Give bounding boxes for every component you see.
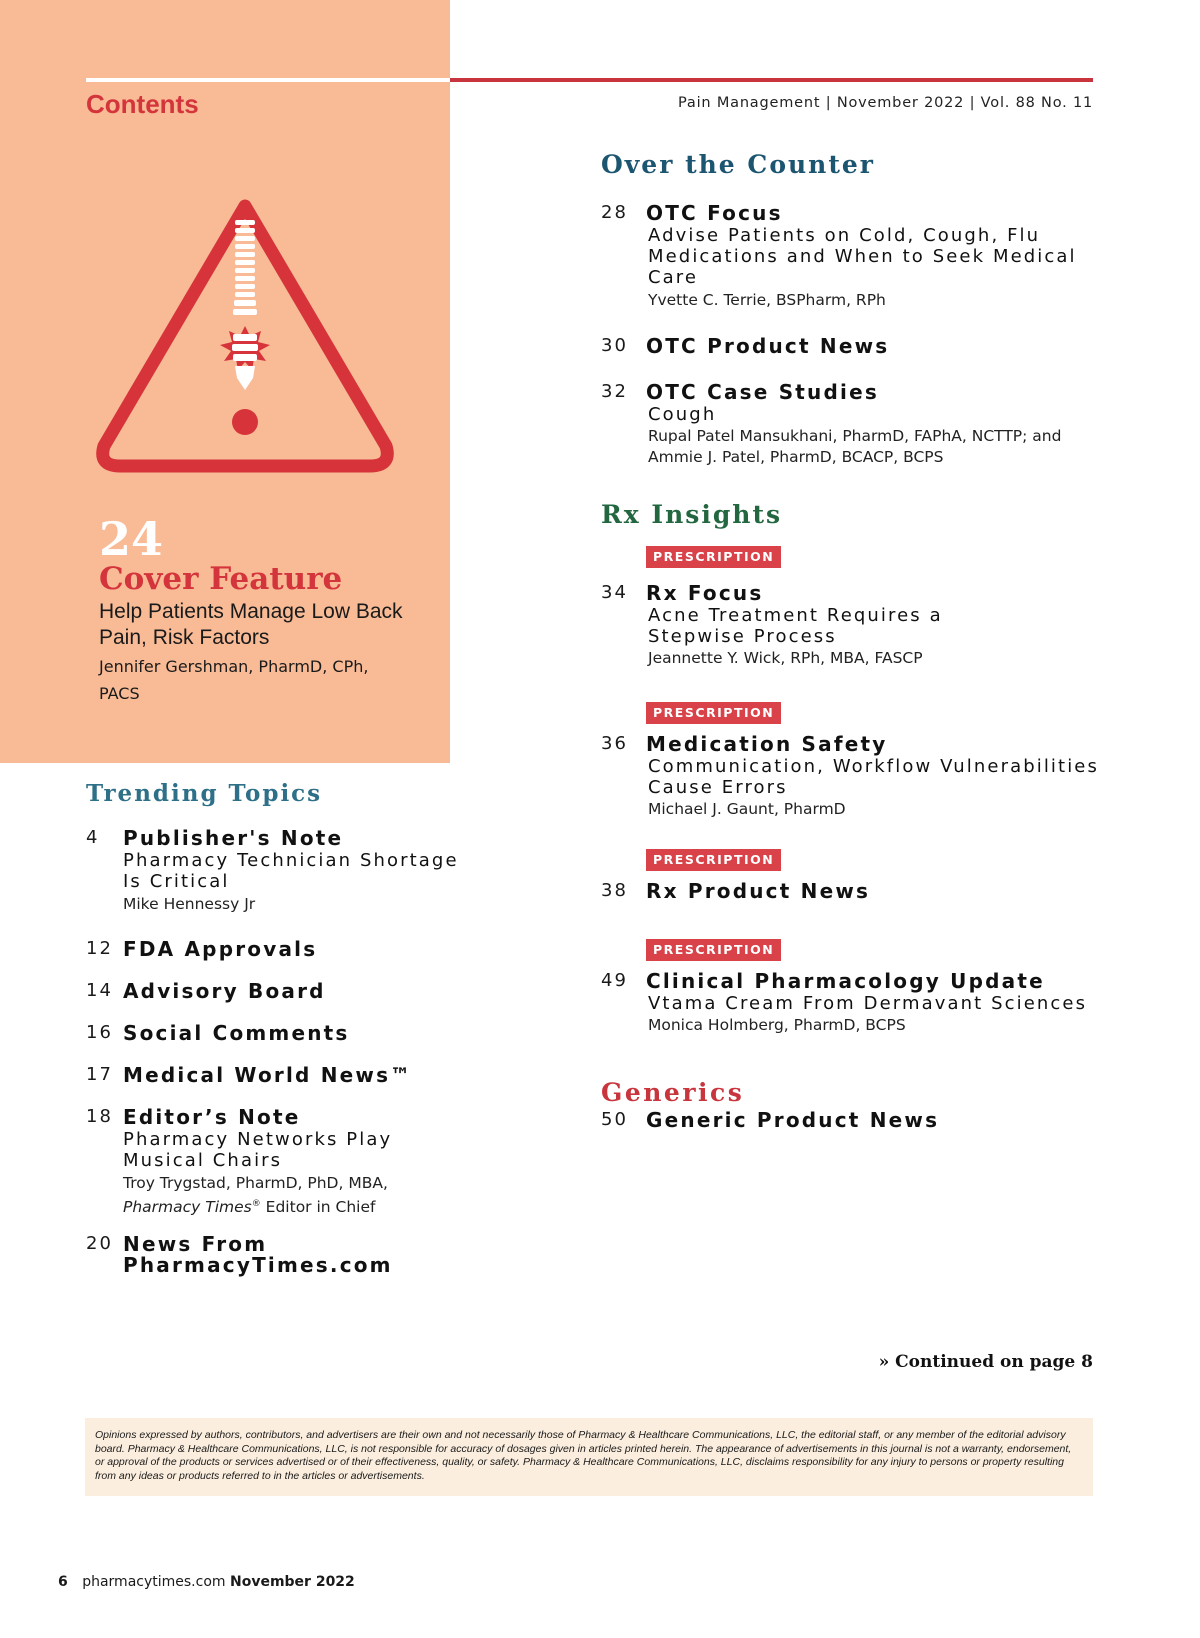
cover-feature-label: Cover Feature — [99, 561, 343, 597]
header-rule-left — [86, 78, 450, 82]
toc-page-number: 16 — [86, 1022, 113, 1043]
footer-page-number: 6 — [58, 1574, 68, 1590]
toc-title: Rx Focus — [646, 581, 764, 605]
prescription-badge: PRESCRIPTION — [646, 702, 781, 724]
page-title: Contents — [86, 89, 199, 119]
footer-site: pharmacytimes.com — [82, 1574, 226, 1590]
section-heading-otc: Over the Counter — [601, 150, 875, 179]
toc-title: FDA Approvals — [123, 937, 318, 961]
toc-title-line: News From — [123, 1232, 268, 1256]
toc-subtitle-line: Care — [648, 267, 699, 288]
toc-author-role — [123, 1194, 375, 1218]
section-heading-generics: Generics — [601, 1078, 745, 1107]
toc-title: Medical World News™ — [123, 1063, 413, 1087]
section-heading-rx: Rx Insights — [601, 500, 783, 529]
page-footer — [58, 1574, 355, 1590]
toc-subtitle-line: Medications and When to Seek Medical — [648, 246, 1077, 267]
prescription-badge: PRESCRIPTION — [646, 849, 781, 871]
toc-page-number: 34 — [601, 582, 628, 603]
cover-page-number: 24 — [99, 512, 164, 566]
toc-author: Rupal Patel Mansukhani, PharmD, FAPhA, NCTTP; and — [648, 427, 1062, 445]
toc-author: Troy Trygstad, PharmD, PhD, MBA, — [123, 1174, 388, 1192]
toc-title: Advisory Board — [123, 979, 326, 1003]
toc-author: Jeannette Y. Wick, RPh, MBA, FASCP — [648, 649, 923, 667]
toc-subtitle-line: Stepwise Process — [648, 626, 837, 647]
toc-title: Social Comments — [123, 1021, 350, 1045]
continued-link[interactable]: » Continued on page 8 — [878, 1352, 1093, 1372]
header-rule-right — [450, 78, 1093, 82]
publication-name: Pharmacy Times — [123, 1198, 252, 1217]
toc-page-number: 30 — [601, 335, 628, 356]
warning-triangle-spine-icon — [90, 198, 400, 483]
toc-title: OTC Product News — [646, 334, 890, 358]
toc-title: Generic Product News — [646, 1108, 940, 1132]
toc-page-number: 17 — [86, 1064, 113, 1085]
toc-title: Rx Product News — [646, 879, 871, 903]
footer-date: November 2022 — [229, 1574, 355, 1590]
registered-mark: ® — [251, 1199, 261, 1209]
toc-subtitle-line: Advise Patients on Cold, Cough, Flu — [648, 225, 1041, 246]
disclaimer: Opinions expressed by authors, contributors, and advertisers are their own and not necessarily those of Pharmacy & Healthcare Communications, LLC, the editorial staff, or any member of the editorial advisory board. Pharmacy & Healthcare Communications, LLC, is not responsible for accuracy of dosages given in articles printed herein. The appearance of advertisements in this journal is not a warranty, endorsement, or approval of the products or services advertised or of their effectiveness, quality, or safety. Pharmacy & Healthcare Communications, LLC, disclaims responsibility for any injury to persons or property resulting from any ideas or products referred to in the articles or advertisements. — [85, 1418, 1093, 1496]
toc-page-number: 49 — [601, 970, 628, 991]
toc-title: Publisher's Note — [123, 826, 344, 850]
toc-author: Ammie J. Patel, PharmD, BCACP, BCPS — [648, 448, 944, 466]
toc-author: Michael J. Gaunt, PharmD — [648, 800, 846, 818]
toc-subtitle-line: Pharmacy Networks Play — [123, 1129, 393, 1150]
cover-author: Jennifer Gershman, PharmD, CPh, PACS — [99, 657, 369, 703]
toc-subtitle-line: Pharmacy Technician Shortage — [123, 850, 459, 871]
cover-description: Help Patients Manage Low Back Pain, Risk Factors — [99, 600, 403, 649]
toc-page-number: 50 — [601, 1109, 628, 1130]
toc-subtitle-line: Is Critical — [123, 871, 230, 892]
toc-page-number: 18 — [86, 1106, 113, 1127]
toc-page-number: 4 — [86, 827, 100, 848]
toc-page-number: 32 — [601, 381, 628, 402]
author-role-tail: Editor in Chief — [260, 1198, 376, 1217]
toc-subtitle-line: Acne Treatment Requires a — [648, 605, 943, 626]
toc-page-number: 12 — [86, 938, 113, 959]
toc-subtitle-line: Cough — [648, 404, 717, 425]
toc-title: OTC Focus — [646, 201, 783, 225]
toc-title: Medication Safety — [646, 732, 888, 756]
toc-page-number: 20 — [86, 1233, 113, 1254]
toc-title: OTC Case Studies — [646, 380, 879, 404]
toc-author: Yvette C. Terrie, BSPharm, RPh — [648, 291, 886, 309]
toc-page-number: 36 — [601, 733, 628, 754]
toc-author: Monica Holmberg, PharmD, BCPS — [648, 1016, 906, 1034]
prescription-badge: PRESCRIPTION — [646, 546, 781, 568]
issue-info: Pain Management | November 2022 | Vol. 88 No. 11 — [678, 95, 1093, 111]
prescription-badge: PRESCRIPTION — [646, 939, 781, 961]
toc-page-number: 14 — [86, 980, 113, 1001]
toc-subtitle-line: Vtama Cream From Dermavant Sciences — [648, 993, 1088, 1014]
toc-page-number: 38 — [601, 880, 628, 901]
toc-title: Clinical Pharmacology Update — [646, 969, 1045, 993]
toc-page-number: 28 — [601, 202, 628, 223]
toc-subtitle-line: Cause Errors — [648, 777, 788, 798]
section-heading-trending: Trending Topics — [86, 780, 323, 807]
toc-subtitle-line: Musical Chairs — [123, 1150, 283, 1171]
toc-author: Mike Hennessy Jr — [123, 895, 256, 913]
toc-subtitle-line: Communication, Workflow Vulnerabilities — [648, 756, 1099, 777]
toc-title-line: PharmacyTimes.com — [123, 1253, 393, 1277]
toc-title: Editor’s Note — [123, 1105, 301, 1129]
